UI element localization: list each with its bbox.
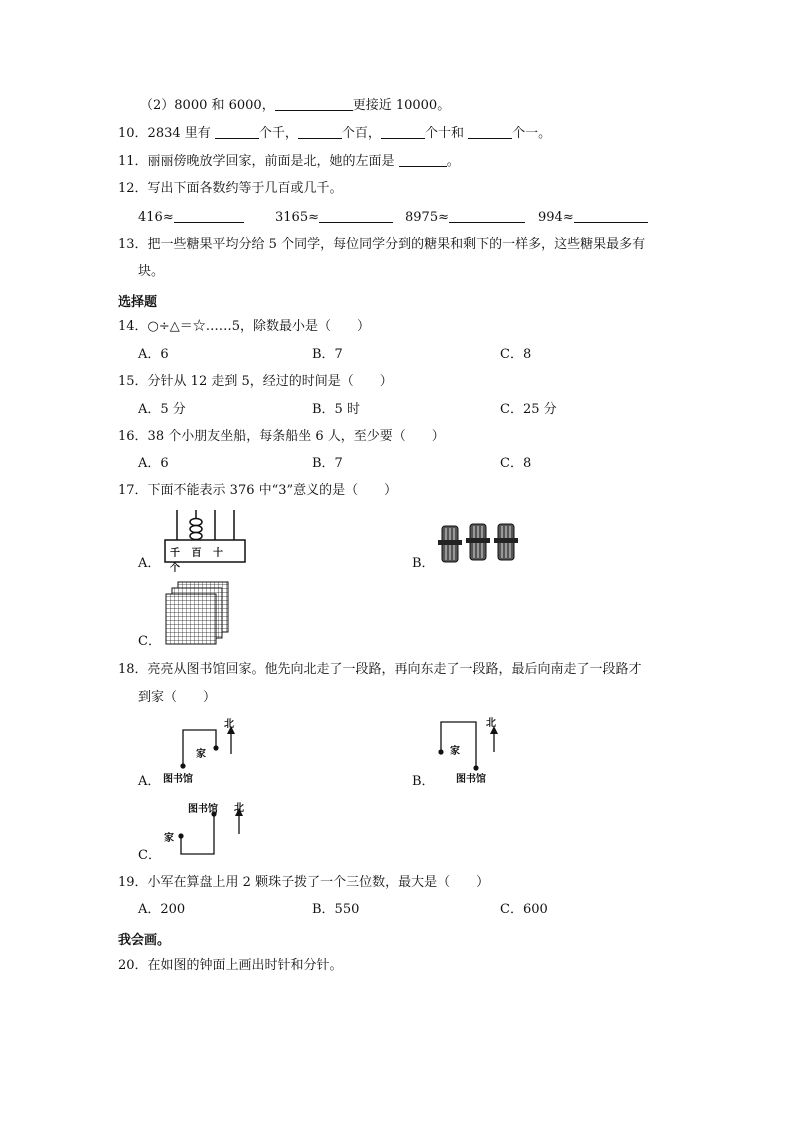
answer-blank[interactable] [468,124,512,139]
route-map-c [160,798,260,862]
q16-option-c[interactable]: C．8 [500,456,532,471]
abacus-figure [162,508,248,572]
q17-option-b[interactable]: B． [412,556,435,571]
q14-option-a[interactable]: A．6 [138,347,169,362]
q15-option-a[interactable]: A．5 分 [138,402,186,417]
q18-line2: 到家（ ） [138,690,217,705]
north-label: 北 [486,718,496,729]
q14-option-b[interactable]: B．7 [312,347,343,362]
q12-item-3165: 3165≈ [275,208,393,227]
answer-blank[interactable] [319,208,393,223]
q16-option-a[interactable]: A．6 [138,456,169,471]
home-label: 家 [450,746,460,757]
q14-option-c[interactable]: C．8 [500,347,532,362]
q18-option-b[interactable]: B． [412,774,435,789]
q16-option-b[interactable]: B．7 [312,456,343,471]
q10: 10．2834 里有 个千， 个百， 个十和 个一。 [118,126,552,141]
library-label: 图书馆 [163,774,193,785]
answer-blank[interactable] [449,208,525,223]
answer-blank[interactable] [215,124,259,139]
answer-blank[interactable] [174,208,244,223]
answer-blank[interactable] [298,124,342,139]
north-label: 北 [224,719,234,730]
q18-line1: 18．亮亮从图书馆回家。他先向北走了一段路，再向东走了一段路，最后向南走了一段路才 [118,662,642,677]
q15-option-c[interactable]: C．25 分 [500,402,557,417]
answer-blank[interactable] [381,124,425,139]
q18-option-c[interactable]: C． [138,848,161,863]
q11: 11．丽丽傍晚放学回家，前面是北，她的左面是 。 [118,154,460,169]
q19-option-a[interactable]: A．200 [138,902,186,917]
q16-stem: 16．38 个小朋友坐船，每条船坐 6 人，至少要（ ） [118,429,445,444]
q9-part2: （2）8000 和 6000， 更接近 10000。 [140,98,451,113]
q17-option-c[interactable]: C． [138,634,161,649]
q12-stem: 12．写出下面各数约等于几百或几千。 [118,181,343,196]
q12-item-994: 994≈ [538,208,648,227]
q19-option-b[interactable]: B．550 [312,902,360,917]
answer-blank[interactable] [399,152,447,167]
q13-line2: 块。 [138,264,165,279]
q12-item-8975: 8975≈ [405,208,525,227]
q17-option-a[interactable]: A． [138,556,161,571]
library-label: 图书馆 [188,804,218,815]
route-map-a [160,718,250,788]
q12-item-416: 416≈ [138,208,244,227]
q19-stem: 19．小军在算盘上用 2 颗珠子拨了一个三位数，最大是（ ） [118,875,490,890]
stick-bundles-figure [436,520,526,570]
q14-stem: 14．○÷△＝☆……5，除数最小是（ ） [118,319,371,334]
home-label: 家 [164,833,174,844]
answer-blank[interactable] [275,96,353,111]
library-label: 图书馆 [456,774,486,785]
hundred-grids-figure [162,580,232,650]
section-choice-heading: 选择题 [118,295,158,310]
q15-stem: 15．分针从 12 走到 5，经过的时间是（ ） [118,374,393,389]
q19-option-c[interactable]: C．600 [500,902,548,917]
q20-stem: 20．在如图的钟面上画出时针和分针。 [118,958,343,973]
q17-stem: 17．下面不能表示 376 中“3”意义的是（ ） [118,483,398,498]
abacus-place-labels: 千 百 十 个 [170,548,227,574]
north-label: 北 [234,803,244,814]
home-label: 家 [196,749,206,760]
q15-option-b[interactable]: B．5 时 [312,402,360,417]
q18-option-a[interactable]: A． [138,774,161,789]
section-draw-heading: 我会画。 [118,933,171,948]
route-map-b [436,712,516,788]
q13-line1: 13．把一些糖果平均分给 5 个同学，每位同学分到的糖果和剩下的一样多，这些糖果最多有 [118,237,646,252]
answer-blank[interactable] [574,208,648,223]
